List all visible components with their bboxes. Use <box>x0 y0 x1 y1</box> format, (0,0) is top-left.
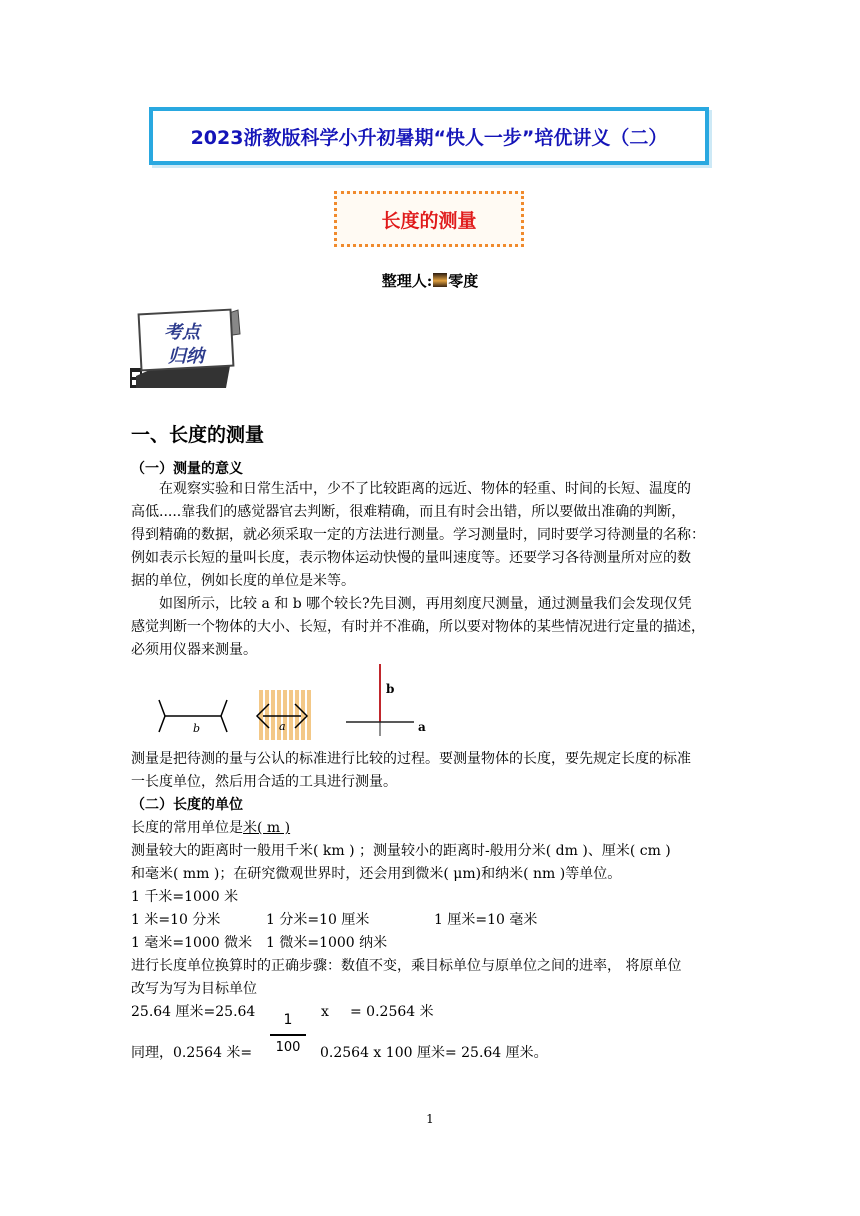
organizer-line <box>0 270 860 291</box>
conversion-mm: 1 毫米=1000 微米 <box>131 935 253 951</box>
subsection-heading-2: （二）长度的单位 <box>131 797 243 813</box>
para2-line3: 必须用仪器来测量。 <box>131 642 257 658</box>
fraction-denominator: 100 <box>275 1040 301 1055</box>
common-unit: 米( m ) <box>243 820 291 836</box>
figure-label-a1: a <box>279 720 286 733</box>
common-unit-line <box>131 817 290 840</box>
badge-line1: 考点 <box>164 322 200 343</box>
muller-lyer-figure <box>157 688 312 740</box>
example1-right: = 0.2564 米 <box>350 1004 434 1020</box>
steps-line1: 进行长度单位换算时的正确步骤：数值不变，乘目标单位与原单位之间的进率， 将原单位 <box>131 958 682 974</box>
common-unit-prefix: 长度的常用单位是 <box>131 820 243 836</box>
para3-line2: 一长度单位，然后用合适的工具进行测量。 <box>131 774 397 790</box>
page-number: 1 <box>426 1112 434 1126</box>
example2-right: 0.2564 x 100 厘米= 25.64 厘米。 <box>320 1045 548 1061</box>
fraction-bar <box>270 1034 306 1036</box>
badge-line2: 归纳 <box>168 346 204 367</box>
para2-line2: 感觉判断一个物体的大小、长短，有时并不准确，所以要对物体的某些情况进行定量的描述， <box>131 619 705 635</box>
document-title: 2023浙教版科学小升初暑期“快人一步”培优讲义（二） <box>190 126 668 149</box>
fraction-numerator: 1 <box>283 1012 293 1028</box>
title-box <box>149 107 709 165</box>
para1-line5: 据的单位，例如长度的单位是米等。 <box>131 573 355 589</box>
example2-left: 同理，0.2564 米= <box>131 1045 253 1061</box>
conversion-cm: 1 厘米=10 毫米 <box>434 912 538 928</box>
para2-line1: 如图所示，比较 a 和 b 哪个较长?先目测，再用刻度尺测量，通过测量我们会发现仅凭 <box>159 596 692 612</box>
organizer-avatar-icon <box>433 273 447 287</box>
steps-line2: 改写为写为目标单位 <box>131 981 257 997</box>
fraction <box>270 1010 306 1066</box>
organizer-name: 零度 <box>448 272 479 290</box>
subtitle: 长度的测量 <box>381 209 477 232</box>
figure-label-b2: b <box>386 682 395 696</box>
para3-line1: 测量是把待测的量与公认的标准进行比较的过程。要测量物体的长度，要先规定长度的标准 <box>131 751 691 767</box>
units-line2: 和毫米( mm )；在研究微观世界时，还会用到微米( μm)和纳米( nm )等单位。 <box>131 866 622 882</box>
subsection-heading-1: （一）测量的意义 <box>131 461 243 477</box>
para1-line4: 例如表示长短的量叫长度，表示物体运动快慢的量叫速度等。还要学习各待测量所对应的数 <box>131 550 691 566</box>
t-line-figure <box>344 664 434 740</box>
subtitle-box <box>334 191 524 247</box>
para1-line1: 在观察实验和日常生活中，少不了比较距离的远近、物体的轻重、时间的长短、温度的 <box>159 481 691 497</box>
figure-label-a2: a <box>418 720 426 734</box>
example1-left: 25.64 厘米=25.64 <box>131 1004 256 1020</box>
example1-times: x <box>321 1004 329 1020</box>
conversion-km: 1 千米=1000 米 <box>131 889 239 905</box>
units-line1: 测量较大的距离时一般用千米( km ) ；测量较小的距离时-般用分米( dm )、厘米( cm ) <box>131 843 671 859</box>
conversion-m: 1 米=10 分米 <box>131 912 221 928</box>
conversion-um: 1 微米=1000 纳米 <box>266 935 388 951</box>
para1-line2: 高低.....靠我们的感觉器官去判断，很难精确，而且有时会出错，所以要做出准确的判断， <box>131 504 686 520</box>
para1-line3: 得到精确的数据，就必须采取一定的方法进行测量。学习测量时，同时要学习待测量的名称： <box>131 527 705 543</box>
exam-points-badge <box>130 306 242 390</box>
conversion-dm: 1 分米=10 厘米 <box>266 912 370 928</box>
figure-label-b1: b <box>193 722 201 735</box>
organizer-label: 整理人: <box>381 272 433 290</box>
section-heading: 一、长度的测量 <box>131 424 265 446</box>
